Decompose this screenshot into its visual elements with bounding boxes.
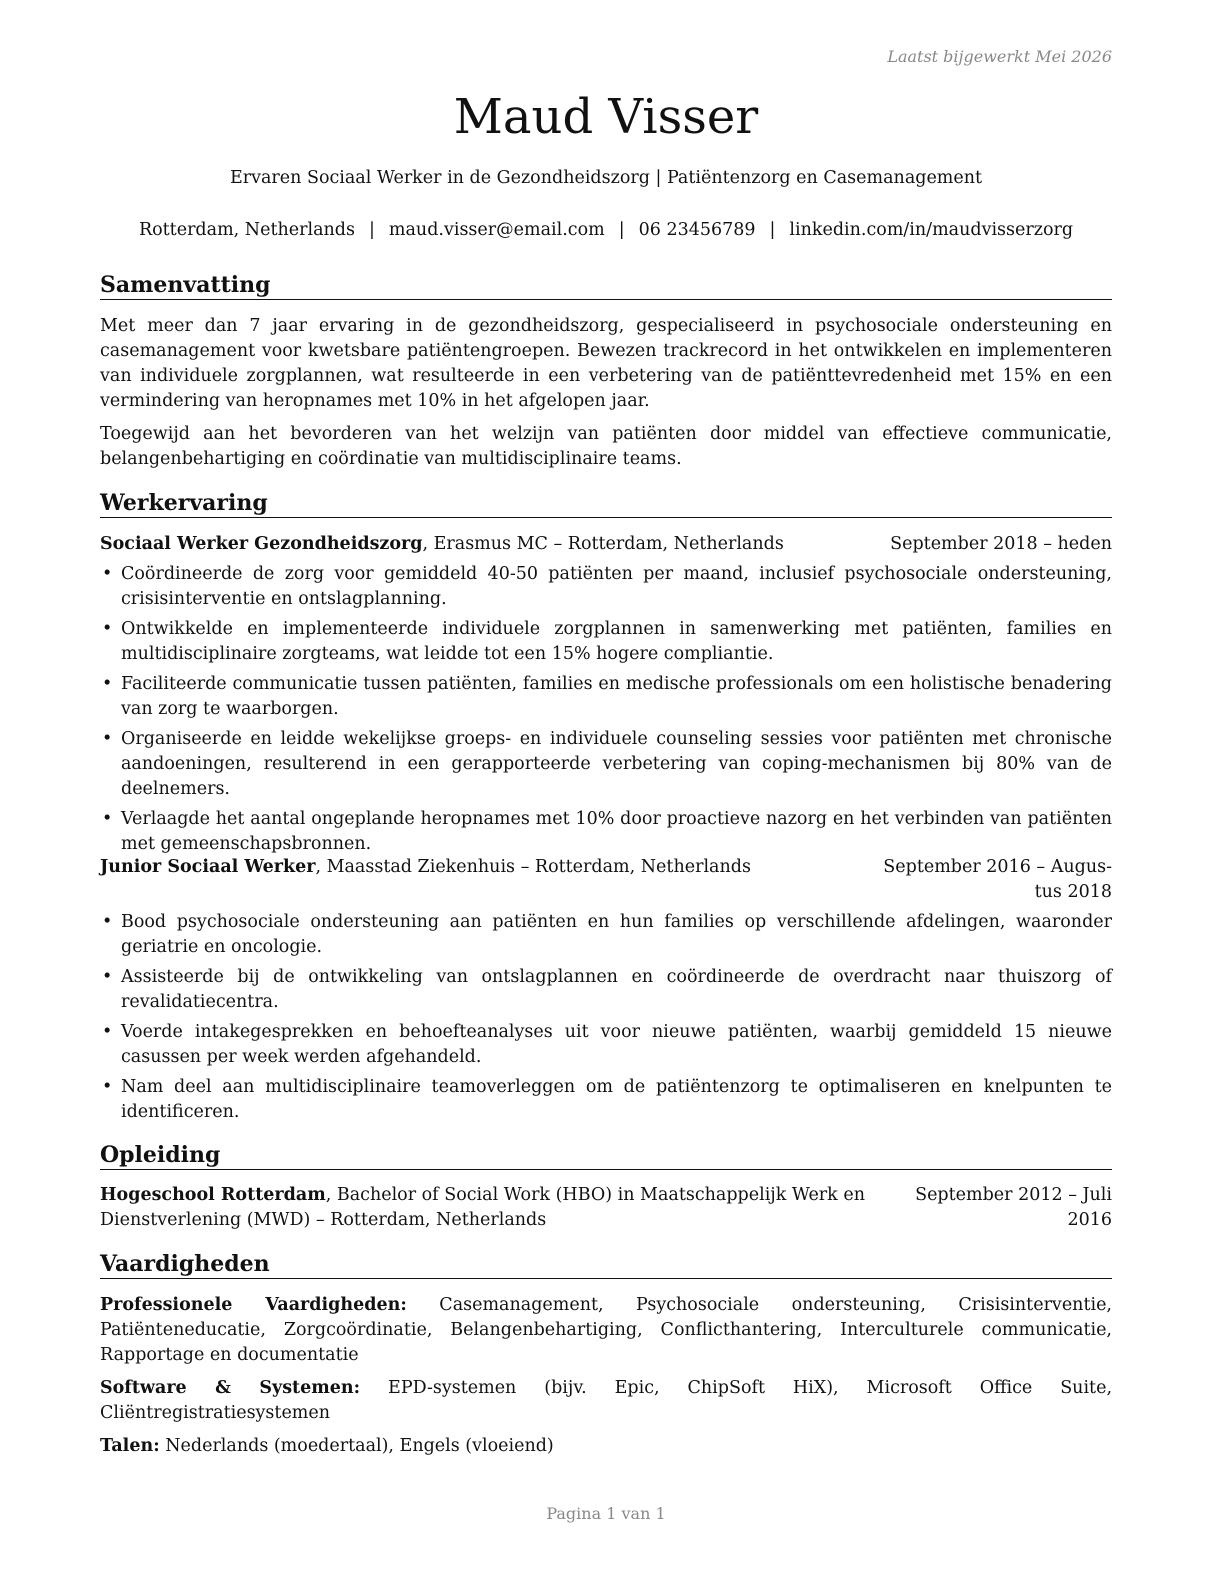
bullet-glyph: •	[102, 809, 113, 829]
page-number: Pagina 1 van 1	[546, 1504, 666, 1523]
job-title-line	[100, 532, 784, 557]
list-item	[100, 965, 1112, 1015]
job-entry	[100, 855, 1112, 1130]
skill-value: EPD-systemen (bijv. Epic, ChipSoft HiX), Microsoft Office Suite, Cliëntregistratiesystemen	[100, 1378, 1113, 1423]
contact-line	[100, 218, 1112, 243]
skill-label: Talen:	[100, 1436, 160, 1456]
education-title	[100, 1183, 880, 1233]
job-entry	[100, 532, 1112, 862]
section-title-education: Opleiding	[100, 1141, 1112, 1170]
section-title-summary: Samenvatting	[100, 271, 1112, 300]
list-item	[100, 1075, 1112, 1125]
job-organization: , Maasstad Ziekenhuis – Rotterdam, Netherlands	[315, 857, 751, 877]
education-date-line: September 2012 – Juli	[915, 1185, 1112, 1205]
bullet-text: Voerde intakegesprekken en behoefteanalyses uit voor nieuwe patiënten, waarbij gemiddeld 15 nieuwe casussen per week werden afgehandeld.	[121, 1022, 1112, 1067]
skill-line	[100, 1293, 1112, 1368]
headline: Ervaren Sociaal Werker in de Gezondheidszorg | Patiëntenzorg en Casemanagement	[229, 168, 983, 188]
bullet-text: Assisteerde bij de ontwikkeling van ontslagplannen en coördineerde de overdracht naar thuiszorg of revalidatiecentra.	[121, 967, 1112, 1012]
skill-label: Professionele Vaardigheden:	[100, 1295, 407, 1315]
job-bullets	[100, 562, 1112, 857]
bullet-text: Verlaagde het aantal ongeplande heropnames met 10% door proactieve nazorg en het verbinden van patiënten met gemeenschapsbronnen.	[121, 809, 1112, 854]
bullet-text: Nam deel aan multidisciplinaire teamoverleggen om de patiëntenzorg te optimaliseren en knelpunten te identificeren.	[121, 1077, 1112, 1122]
education-date-line: 2016	[1067, 1210, 1112, 1230]
job-header	[100, 532, 1112, 557]
job-date: September 2018 – heden	[890, 534, 1112, 554]
job-date-line: tus 2018	[1034, 882, 1112, 902]
section-title-experience: Werkervaring	[100, 489, 1112, 518]
list-item	[100, 672, 1112, 722]
bullet-glyph: •	[102, 564, 113, 584]
contact-phone: 06 23456789	[638, 220, 756, 240]
list-item	[100, 562, 1112, 612]
contact-separator: |	[368, 220, 375, 240]
education-entry	[100, 1183, 1112, 1233]
contact-separator: |	[618, 220, 625, 240]
bullet-text: Bood psychosociale ondersteuning aan patiënten en hun families op verschillende afdelingen, waaronder geriatrie en oncologie.	[121, 912, 1112, 957]
summary-paragraph: Toegewijd aan het bevorderen van het welzijn van patiënten door middel van effectieve communicatie, belangenbehartiging en coördinatie van multidisciplinaire teams.	[100, 424, 1112, 469]
job-title: Junior Sociaal Werker	[100, 857, 316, 877]
section-title-skills: Vaardigheden	[100, 1250, 1112, 1279]
bullet-glyph: •	[102, 1022, 113, 1042]
resume-page	[100, 0, 1112, 1584]
list-item	[100, 910, 1112, 960]
list-item	[100, 617, 1112, 667]
list-item	[100, 1020, 1112, 1070]
list-item	[100, 807, 1112, 857]
skill-line	[100, 1434, 1112, 1459]
skills-block	[100, 1293, 1112, 1459]
bullet-glyph: •	[102, 729, 113, 749]
skill-value: Casemanagement, Psychosociale ondersteuning, Crisisinterventie, Patiënteneducatie, Zorgcoördinatie, Belangenbehartiging, Conflicthantering, Interculturele communicatie, Rapportage en documentatie	[100, 1295, 1112, 1365]
education-school: Hogeschool Rotterdam	[100, 1185, 326, 1205]
list-item	[100, 727, 1112, 802]
skill-line	[100, 1376, 1112, 1426]
education-date	[915, 1183, 1112, 1233]
bullet-glyph: •	[102, 619, 113, 639]
summary-block	[100, 314, 1112, 472]
summary-paragraph: Met meer dan 7 jaar ervaring in de gezondheidszorg, gespecialiseerd in psychosociale ondersteuning en casemanagement voor kwetsbare patiëntengroepen. Bewezen trackrecord in het ontwikkelen en implementeren van individuele zorgplannen, wat resulteerde in een verbetering van de patiënttevredenheid met 15% en een vermindering van heropnames met 10% in het afgelopen jaar.	[100, 316, 1112, 411]
bullet-glyph: •	[102, 967, 113, 987]
last-updated: Laatst bijgewerkt Mei 2026	[887, 47, 1112, 66]
education-line	[100, 1183, 880, 1208]
education-degree: , Bachelor of Social Work (HBO) in Maatschappelijk Werk en	[325, 1185, 865, 1205]
job-bullets	[100, 910, 1112, 1125]
candidate-name: Maud Visser	[453, 89, 759, 145]
skill-value: Nederlands (moedertaal), Engels (vloeiend)	[159, 1436, 554, 1456]
job-date	[883, 855, 1112, 905]
bullet-glyph: •	[102, 912, 113, 932]
contact-linkedin[interactable]: linkedin.com/in/maudvisserzorg	[789, 220, 1074, 240]
job-title: Sociaal Werker Gezondheidszorg	[100, 534, 423, 554]
skill-label: Software & Systemen:	[100, 1378, 361, 1398]
job-header	[100, 855, 1112, 905]
bullet-text: Ontwikkelde en implementeerde individuele zorgplannen in samenwerking met patiënten, families en multidisciplinaire zorgteams, wat leidde tot een 15% hogere compliantie.	[121, 619, 1112, 664]
contact-email[interactable]: maud.visser@email.com	[388, 220, 605, 240]
education-header	[100, 1183, 1112, 1233]
bullet-text: Faciliteerde communicatie tussen patiënten, families en medische professionals om een holistische benadering van zorg te waarborgen.	[121, 674, 1112, 719]
contact-separator: |	[769, 220, 776, 240]
job-organization: , Erasmus MC – Rotterdam, Netherlands	[422, 534, 784, 554]
contact-location: Rotterdam, Netherlands	[138, 220, 355, 240]
bullet-glyph: •	[102, 1077, 113, 1097]
bullet-glyph: •	[102, 674, 113, 694]
job-title-line	[100, 855, 751, 880]
job-date-line: September 2016 – Augus-	[883, 857, 1112, 877]
bullet-text: Coördineerde de zorg voor gemiddeld 40-50 patiënten per maand, inclusief psychosociale ondersteuning, crisisinterventie en ontslagplanning.	[121, 564, 1112, 609]
bullet-text: Organiseerde en leidde wekelijkse groeps- en individuele counseling sessies voor patiënten met chronische aandoeningen, resulterend in een gerapporteerde verbetering van coping-mechanismen bij 80% van de deelnemers.	[121, 729, 1112, 799]
education-line: Dienstverlening (MWD) – Rotterdam, Netherlands	[100, 1210, 547, 1230]
